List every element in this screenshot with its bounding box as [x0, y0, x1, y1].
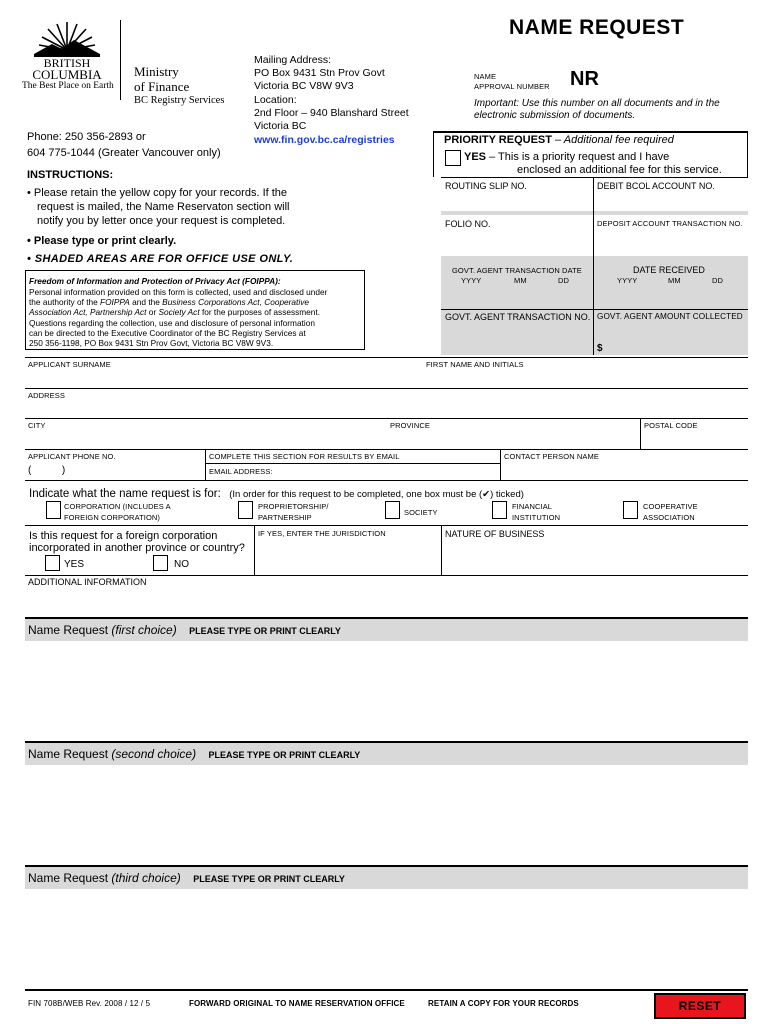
phone-format[interactable]: ( ): [28, 465, 66, 476]
foreign-no-label: NO: [174, 559, 189, 570]
foippa-line4: Questions regarding the collection, use and disclosure of personal information: [29, 318, 315, 328]
priority-yes-label: YES: [464, 151, 487, 163]
nr-label-name: NAME: [474, 72, 497, 81]
financial-label-line2: INSTITUTION: [512, 513, 561, 522]
form-id: FIN 708B/WEB Rev. 2008 / 12 / 5: [28, 999, 151, 1008]
ministry-line1: Ministry: [134, 64, 179, 79]
priority-yes-line1: [464, 151, 669, 163]
date-received-yyyy: YYYY: [617, 276, 638, 285]
date-received-dd: DD: [712, 276, 724, 285]
foippa-line2: [29, 297, 309, 307]
priority-yes-line2: enclosed an additional fee for this service.: [517, 164, 722, 176]
proprietorship-checkbox[interactable]: [238, 501, 253, 519]
corporation-label-line1: CORPORATION (INCLUDES A: [64, 502, 171, 511]
choice2-label: Name Request: [28, 747, 112, 761]
choice1-title: [28, 621, 341, 639]
province-label: PROVINCE: [390, 421, 430, 430]
ministry-line3: BC Registry Services: [134, 95, 225, 106]
cooperative-label-line1: COOPERATIVE: [643, 502, 698, 511]
foippa-line1: Personal information provided on this form is collected, used and disclosed under: [29, 287, 328, 297]
priority-yes-text1: – This is a priority request and I have: [486, 151, 670, 163]
foippa-line6: 250 356-1198, PO Box 9431 Stn Prov Govt, Victoria BC V8W 9V3.: [29, 338, 274, 348]
address-field[interactable]: [25, 400, 748, 417]
folio-label: FOLIO NO.: [445, 219, 491, 229]
phone-line1: Phone: 250 356-2893 or: [27, 131, 146, 143]
deposit-label: DEPOSIT ACCOUNT TRANSACTION NO.: [597, 219, 743, 228]
priority-yes-checkbox[interactable]: [445, 150, 461, 166]
instruction-item1-line3: notify you by letter once your request is completed.: [37, 215, 286, 227]
first-name-field[interactable]: [424, 370, 748, 387]
corporation-label-line2: FOREIGN CORPORATION): [64, 513, 161, 522]
proprietorship-label-line1: PROPRIETORSHIP/: [258, 502, 329, 511]
instruction-item3: • SHADED AREAS ARE FOR OFFICE USE ONLY.: [27, 253, 294, 265]
choice1-which: (first choice): [111, 623, 177, 637]
foippa-line2a: the authority of the: [29, 297, 101, 307]
mailing-line1: PO Box 9431 Stn Prov Govt: [254, 67, 385, 79]
govt-date-mm: MM: [514, 276, 527, 285]
type-question-note: (In order for this request to be completed, one box must be (✔) ticked): [229, 489, 524, 500]
page-title: NAME REQUEST: [509, 16, 685, 39]
govt-date-dd: DD: [558, 276, 570, 285]
cooperative-checkbox[interactable]: [623, 501, 638, 519]
ministry-line2: of Finance: [134, 79, 190, 94]
govt-trans-no-label: GOVT. AGENT TRANSACTION NO.: [445, 312, 591, 322]
jurisdiction-label: IF YES, ENTER THE JURISDICTION: [258, 529, 386, 538]
society-checkbox[interactable]: [385, 501, 400, 519]
debit-bcol-label: DEBIT BCOL ACCOUNT NO.: [597, 181, 715, 191]
routing-slip-label: ROUTING SLIP NO.: [445, 181, 527, 191]
mailing-line2: Victoria BC V8W 9V3: [254, 80, 354, 92]
city-label: CITY: [28, 421, 46, 430]
financial-checkbox[interactable]: [492, 501, 507, 519]
type-question: [29, 484, 524, 502]
surname-label: APPLICANT SURNAME: [28, 360, 111, 369]
proprietorship-label-line2: PARTNERSHIP: [258, 513, 312, 522]
cooperative-label-line2: ASSOCIATION: [643, 513, 695, 522]
nr-note-line2: electronic submission of documents.: [474, 110, 636, 121]
govt-amount-label: GOVT. AGENT AMOUNT COLLECTED: [597, 312, 743, 321]
foippa-title: Freedom of Information and Protection of Privacy Act (FOIPPA):: [29, 276, 281, 286]
email-section-label: COMPLETE THIS SECTION FOR RESULTS BY EMAIL: [209, 452, 400, 461]
society-label: SOCIETY: [404, 508, 438, 517]
foreign-question-line2: incorporated in another province or country?: [29, 542, 245, 554]
choice1-label: Name Request: [28, 623, 112, 637]
foippa-line3b: or: [146, 307, 159, 317]
foreign-no-checkbox[interactable]: [153, 555, 168, 571]
foippa-line2d: Business Corporations Act, Cooperative: [162, 297, 309, 307]
contact-person-label: CONTACT PERSON NAME: [504, 452, 599, 461]
location-label: Location:: [254, 94, 297, 106]
mailing-label: Mailing Address:: [254, 54, 332, 66]
retain-note: RETAIN A COPY FOR YOUR RECORDS: [428, 999, 579, 1008]
choice3-label: Name Request: [28, 871, 112, 885]
sun-mountain-icon: [22, 18, 112, 58]
foippa-line2b: FOIPPA: [100, 297, 130, 307]
instruction-item1-line2: request is mailed, the Name Reservaton section will: [37, 201, 290, 213]
logo-text-british: BRITISH: [43, 56, 91, 70]
foreign-question-line1: Is this request for a foreign corporation: [29, 530, 218, 542]
additional-info-field[interactable]: [25, 588, 748, 616]
foippa-line2c: and the: [129, 297, 163, 307]
location-line1: 2nd Floor – 940 Blanshard Street: [254, 107, 409, 119]
choice2-title: [28, 745, 360, 763]
choice3-field[interactable]: [25, 889, 748, 989]
date-received-label: DATE RECEIVED: [633, 265, 705, 275]
logo-tagline: The Best Place on Earth: [22, 81, 114, 91]
foreign-yes-label: YES: [64, 559, 85, 570]
additional-info-label: ADDITIONAL INFORMATION: [28, 577, 147, 587]
instruction-item2: • Please type or print clearly.: [27, 235, 177, 247]
phone-label: APPLICANT PHONE NO.: [28, 452, 116, 461]
logo-divider: [120, 20, 121, 100]
nature-of-business-label: NATURE OF BUSINESS: [445, 529, 545, 539]
reset-button[interactable]: [654, 993, 746, 1019]
choice3-which: (third choice): [111, 871, 181, 885]
choice3-note: PLEASE TYPE OR PRINT CLEARLY: [193, 874, 345, 884]
priority-note: – Additional fee required: [551, 134, 674, 146]
priority-label: PRIORITY REQUEST: [444, 134, 552, 146]
first-name-label: FIRST NAME AND INITIALS: [426, 360, 524, 369]
foippa-line5: can be directed to the Executive Coordinator of the BC Registry Services at: [29, 328, 306, 338]
reset-button-label: RESET: [678, 999, 722, 1013]
type-question-text: Indicate what the name request is for:: [29, 488, 221, 500]
website-link[interactable]: www.fin.gov.bc.ca/registries: [254, 134, 395, 146]
dollar-sign: $: [597, 343, 603, 354]
foippa-line3: [29, 307, 320, 317]
choice2-which: (second choice): [111, 747, 197, 761]
bc-logo: [22, 18, 112, 96]
surname-field[interactable]: [25, 370, 420, 387]
nr-note-line1: Important: Use this number on all documents and in the: [474, 98, 720, 109]
address-label: ADDRESS: [28, 391, 65, 400]
nr-label-approval: APPROVAL NUMBER: [474, 82, 550, 91]
foreign-yes-checkbox[interactable]: [45, 555, 60, 571]
choice2-field[interactable]: [25, 765, 748, 865]
logo-text-columbia: COLUMBIA: [32, 67, 102, 82]
phone-line2: 604 775-1044 (Greater Vancouver only): [27, 147, 221, 159]
choice1-field[interactable]: [25, 641, 748, 741]
postal-code-label: POSTAL CODE: [644, 421, 698, 430]
corporation-checkbox[interactable]: [46, 501, 61, 519]
govt-date-label: GOVT. AGENT TRANSACTION DATE: [452, 266, 582, 275]
forward-note: FORWARD ORIGINAL TO NAME RESERVATION OFFICE: [189, 999, 405, 1008]
date-received-mm: MM: [668, 276, 681, 285]
foippa-line3a: Association Act, Partnership Act: [29, 307, 147, 317]
financial-label-line1: FINANCIAL: [512, 502, 553, 511]
location-line2: Victoria BC: [254, 120, 307, 132]
email-address-label: EMAIL ADDRESS:: [209, 467, 273, 476]
choice1-note: PLEASE TYPE OR PRINT CLEARLY: [189, 626, 341, 636]
foippa-line3c: Society Act: [158, 307, 200, 317]
choice2-note: PLEASE TYPE OR PRINT CLEARLY: [208, 750, 361, 760]
instruction-item1-line1: • Please retain the yellow copy for your records. If the: [27, 187, 288, 199]
govt-date-yyyy: YYYY: [461, 276, 482, 285]
instructions-heading: INSTRUCTIONS:: [27, 169, 114, 181]
foippa-line3d: for the purposes of assessment.: [199, 307, 321, 317]
choice3-title: [28, 869, 345, 887]
nr-prefix: NR: [570, 68, 599, 90]
priority-heading: [444, 134, 674, 146]
